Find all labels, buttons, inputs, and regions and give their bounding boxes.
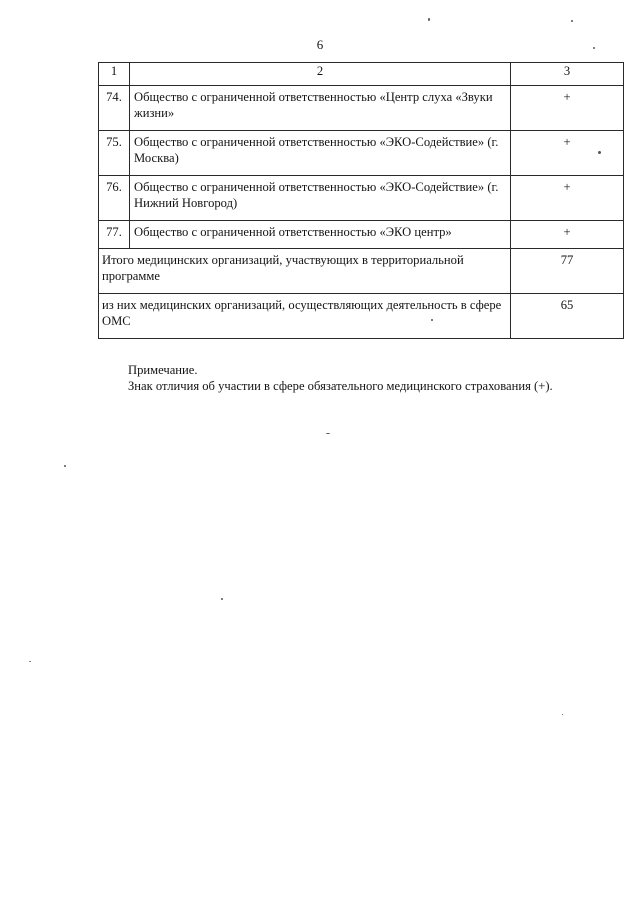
table-row (99, 86, 624, 131)
scan-speck (221, 598, 223, 600)
note-text: Знак отличия об участии в сфере обязательного медицинского страхования (+). (128, 379, 553, 393)
total-value: 77 (511, 249, 624, 294)
oms-total-label: из них медицинских организаций, осуществляющих деятельность в сфере ОМС (99, 294, 511, 339)
header-cell-3: 3 (511, 63, 624, 86)
scan-speck (431, 319, 433, 321)
row-number: 74. (99, 86, 130, 131)
total-row (99, 249, 624, 294)
scan-speck (326, 433, 330, 434)
header-cell-2: 2 (130, 63, 511, 86)
organization-name: Общество с ограниченной ответственностью «ЭКО центр» (130, 221, 511, 249)
scan-speck (598, 151, 601, 154)
scan-speck (593, 47, 595, 49)
scan-speck (571, 20, 573, 22)
page-number: 6 (316, 37, 324, 52)
note-title: Примечание. (128, 363, 198, 377)
oms-mark: + (511, 131, 624, 176)
scan-speck (29, 661, 31, 662)
oms-total-value: 65 (511, 294, 624, 339)
organization-name: Общество с ограниченной ответственностью «ЭКО-Содействие» (г. Москва) (130, 131, 511, 176)
header-cell-1: 1 (99, 63, 130, 86)
scan-speck (64, 465, 66, 467)
table-row (99, 221, 624, 249)
table-row (99, 176, 624, 221)
row-number: 75. (99, 131, 130, 176)
scan-speck (562, 714, 563, 715)
row-number: 76. (99, 176, 130, 221)
organization-name: Общество с ограниченной ответственностью «ЭКО-Содействие» (г. Нижний Новгород) (130, 176, 511, 221)
oms-total-row (99, 294, 624, 339)
row-number: 77. (99, 221, 130, 249)
oms-mark: + (511, 176, 624, 221)
oms-mark: + (511, 86, 624, 131)
organization-name: Общество с ограниченной ответственностью «Центр слуха «Звуки жизни» (130, 86, 511, 131)
note-block (128, 362, 553, 394)
scan-speck (428, 18, 430, 21)
organizations-table (98, 62, 624, 339)
table-row (99, 131, 624, 176)
oms-mark: + (511, 221, 624, 249)
table-header-row (99, 63, 624, 86)
total-label: Итого медицинских организаций, участвующих в территориальной программе (99, 249, 511, 294)
